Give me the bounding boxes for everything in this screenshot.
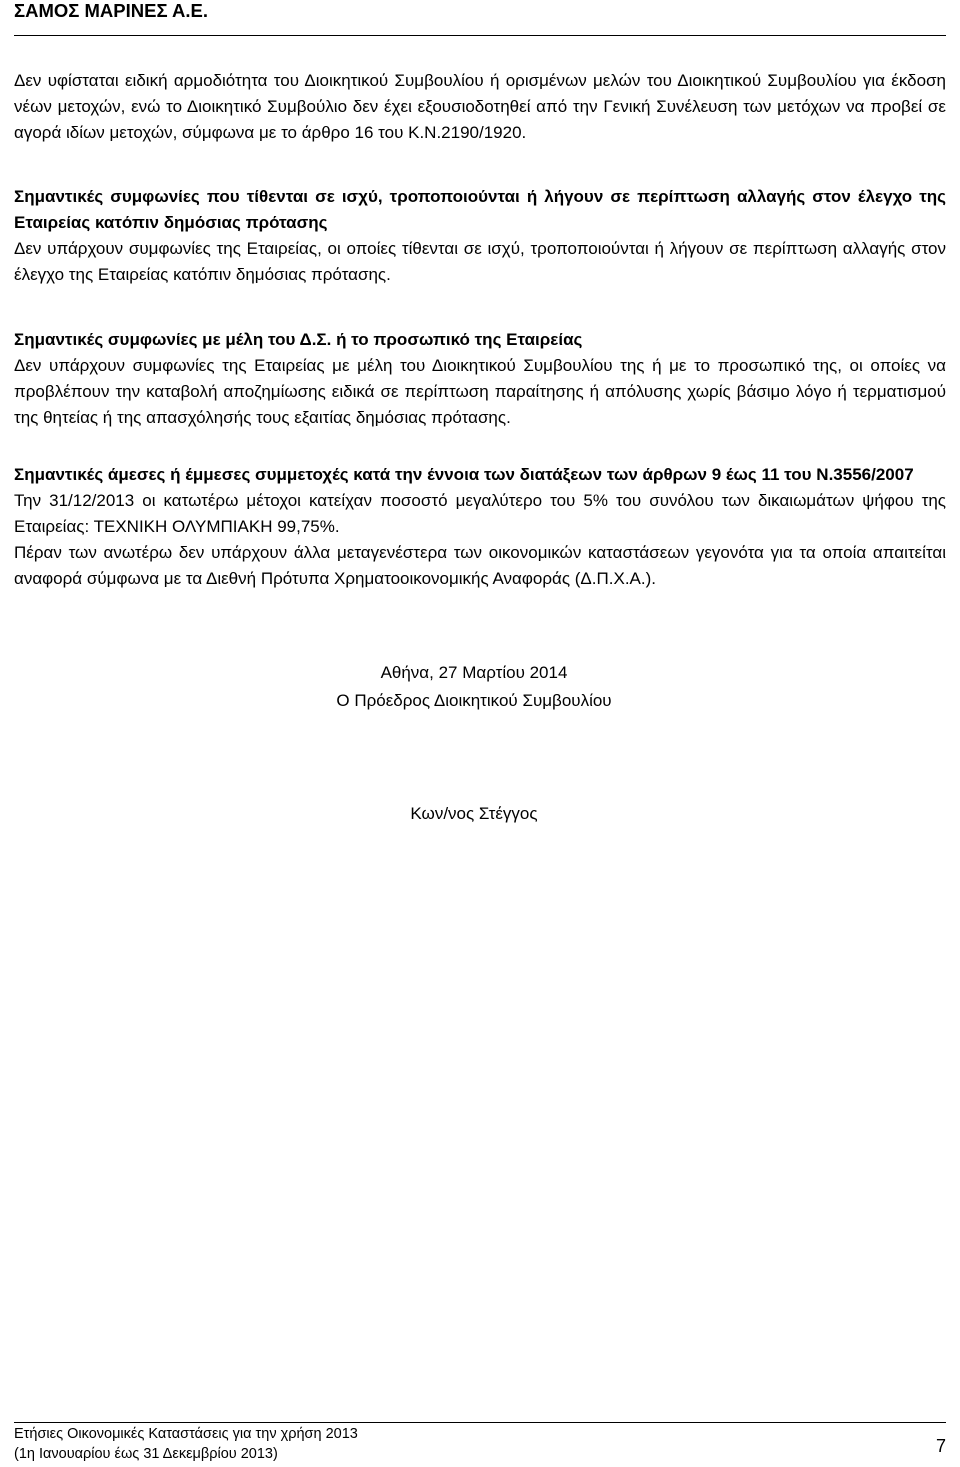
section-paragraph: Την 31/12/2013 οι κατωτέρω μέτοχοι κατείχαν ποσοστό μεγαλύτερο του 5% του συνόλου των δικαιωμάτων ψήφου της Εταιρείας: ΤΕΧΝΙΚΗ ΟΛΥΜΠΙΑΚΗ 99,75%.	[14, 491, 946, 536]
section-change-of-control	[14, 184, 946, 288]
intro-paragraph: Δεν υφίσταται ειδική αρμοδιότητα του Διοικητικού Συμβουλίου ή ορισμένων μελών του Διοικητικού Συμβουλίου για έκδοση νέων μετοχών, ενώ το Διοικητικό Συμβούλιο δεν έχει εξουσιοδοτηθεί από την Γενική Συνέλευση των μετόχων να προβεί σε αγορά ιδίων μετοχών, σύμφωνα με το άρθρο 16 του Κ.Ν.2190/1920.	[14, 71, 946, 142]
place-date: Αθήνα, 27 Μαρτίου 2014	[380, 663, 568, 682]
section-heading: Σημαντικές συμφωνίες που τίθενται σε ισχύ, τροποποιούνται ή λήγουν σε περίπτωση αλλαγής στον έλεγχο της Εταιρείας κατόπιν δημόσιας πρότασης	[14, 187, 946, 232]
section-paragraph: Δεν υπάρχουν συμφωνίες της Εταιρείας, οι οποίες τίθενται σε ισχύ, τροποποιούνται ή λήγουν σε περίπτωση αλλαγής στον έλεγχο της Εταιρείας κατόπιν δημόσιας πρότασης.	[14, 239, 946, 284]
footer-report-period: (1η Ιανουαρίου έως 31 Δεκεμβρίου 2013)	[14, 1446, 278, 1462]
intro-section	[14, 68, 946, 146]
section-shareholdings	[14, 462, 946, 592]
section-paragraph: Πέραν των ανωτέρω δεν υπάρχουν άλλα μεταγενέστερα των οικονομικών καταστάσεων γεγονότα για τα οποία απαιτείται αναφορά σύμφωνα με τα Διεθνή Πρότυπα Χρηματοοικονομικής Αναφοράς (Δ.Π.Χ.Α.).	[14, 543, 946, 588]
page-footer	[14, 1422, 946, 1467]
signer-name: Κων/νος Στέγγος	[410, 804, 538, 823]
signer-role: Ο Πρόεδρος Διοικητικού Συμβουλίου	[336, 691, 612, 710]
page-number: 7	[935, 1436, 946, 1456]
section-heading: Σημαντικές άμεσες ή έμμεσες συμμετοχές κατά την έννοια των διατάξεων των άρθρων 9 έως 11 του Ν.3556/2007	[14, 465, 914, 484]
footer-report-title: Ετήσιες Οικονομικές Καταστάσεις για την χρήση 2013	[14, 1426, 358, 1442]
company-name: ΣΑΜΟΣ ΜΑΡΙΝΕΣ Α.Ε.	[14, 0, 208, 21]
section-paragraph: Δεν υπάρχουν συμφωνίες της Εταιρείας με μέλη του Διοικητικού Συμβουλίου της ή με το προσωπικό της, οι οποίες να προβλέπουν την καταβολή αποζημίωσης ειδικά σε περίπτωση παραίτησης ή απόλυσης χωρίς βάσιμο λόγο ή τερματισμού της θητείας ή της απασχόλησής τους εξαιτίας δημόσιας πρότασης.	[14, 356, 946, 427]
section-heading: Σημαντικές συμφωνίες με μέλη του Δ.Σ. ή το προσωπικό της Εταιρείας	[14, 330, 583, 349]
section-board-agreements	[14, 327, 946, 431]
page-header	[14, 0, 946, 36]
